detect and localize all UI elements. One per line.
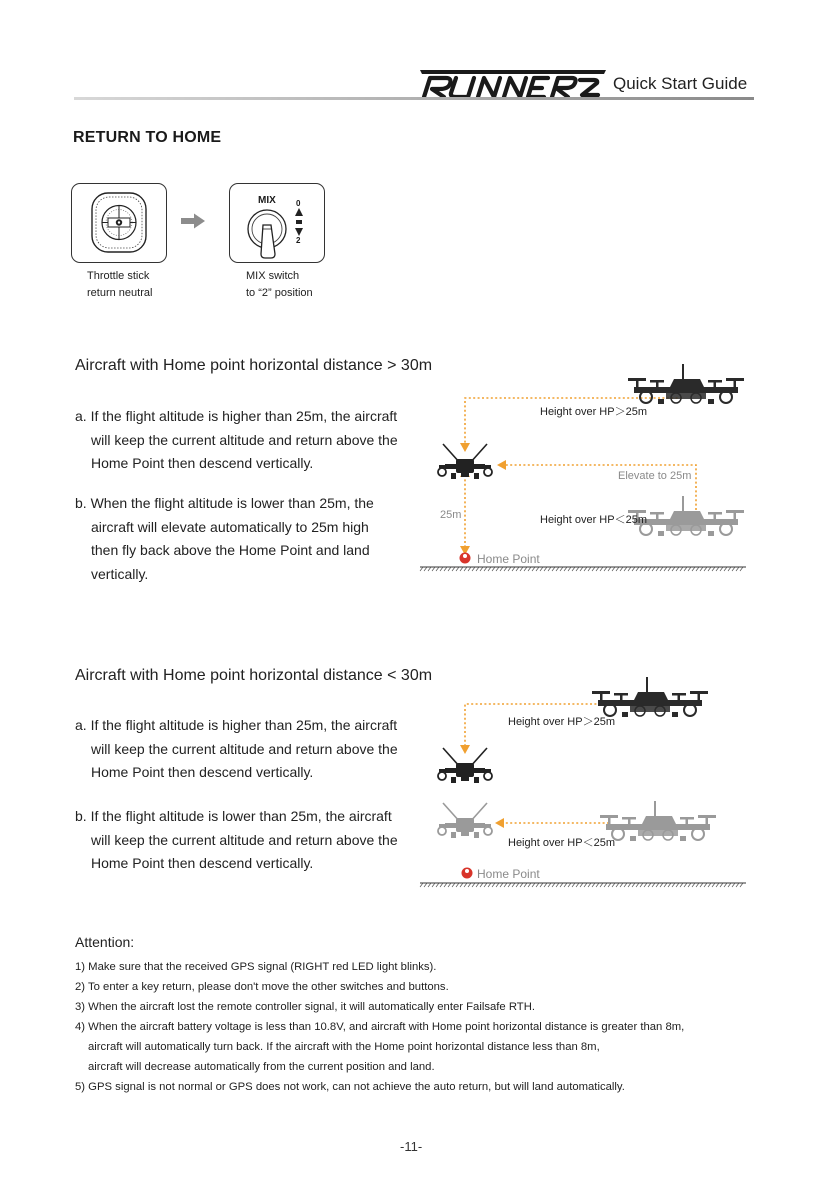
far-home-point-label: Home Point: [477, 552, 540, 566]
arrow-right-icon: [180, 213, 206, 229]
mix-switch-panel: [229, 183, 325, 263]
far-25m-label: 25m: [440, 509, 462, 521]
far-elevate-label: Elevate to 25m: [618, 470, 692, 482]
far-height-low-label: Height over HP＜25m: [540, 514, 647, 526]
near-item-b: b. If the flight altitude is lower than 25m, the aircraft will keep the current altitude and return above the Home Point then descend vertically.: [75, 808, 398, 871]
attention-item: aircraft will decrease automatically from the current position and land.: [88, 1061, 435, 1073]
header-subtitle: Quick Start Guide: [613, 74, 748, 93]
mix-caption: MIX switch to “2” position: [246, 270, 313, 299]
attention-item: aircraft will automatically turn back. If the aircraft with the Home point horizontal distance less than 8m,: [88, 1041, 600, 1053]
near-height-high-label: Height over HP＞25m: [508, 716, 615, 728]
near-height-low-label: Height over HP＜25m: [508, 837, 615, 849]
page-number: -11-: [400, 1139, 423, 1154]
attention-title: Attention:: [75, 934, 135, 950]
mix-position-0: 0: [296, 199, 301, 208]
attention-item: 2) To enter a key return, please don't move the other switches and buttons.: [75, 981, 449, 993]
mix-position-2: 2: [296, 236, 301, 245]
near-item-a: a. If the flight altitude is higher than 25m, the aircraft will keep the current altitude and return above the Home Point then descend vertically.: [75, 717, 398, 780]
near-heading: Aircraft with Home point horizontal distance < 30m: [75, 667, 433, 684]
far-item-b: b. When the flight altitude is lower than 25m, the aircraft will elevate automatically to 25m high then fly back above the Home Point and land vertically.: [75, 495, 374, 582]
far-item-a: a. If the flight altitude is higher than 25m, the aircraft will keep the current altitude and return above the Home Point then descend vertically.: [75, 408, 398, 471]
attention-item: 5) GPS signal is not normal or GPS does not work, can not achieve the auto return, but will land automatically.: [75, 1081, 625, 1093]
runner-250-logo: [418, 66, 608, 100]
far-height-high-label: Height over HP＞25m: [540, 406, 647, 418]
section-title: RETURN TO HOME: [73, 129, 222, 146]
mix-label: MIX: [258, 195, 276, 206]
attention-item: 1) Make sure that the received GPS signal (RIGHT red LED light blinks).: [75, 961, 437, 973]
attention-list: [75, 957, 684, 1097]
mix-switch-illustration: [230, 184, 324, 262]
attention-item: 4) When the aircraft battery voltage is less than 10.8V, and aircraft with Home point horizontal distance is greater than 8m,: [75, 1021, 685, 1033]
throttle-caption: Throttle stick return neutral: [87, 270, 153, 299]
throttle-stick-illustration: [72, 184, 166, 262]
throttle-stick-panel: [71, 183, 167, 263]
header-rule: [74, 97, 754, 100]
near-diagram: [414, 675, 754, 895]
far-heading: Aircraft with Home point horizontal distance > 30m: [75, 357, 433, 374]
far-diagram: [414, 360, 754, 580]
near-home-point-label: Home Point: [477, 867, 540, 881]
attention-item: 3) When the aircraft lost the remote controller signal, it will automatically enter Failsafe RTH.: [75, 1001, 536, 1013]
